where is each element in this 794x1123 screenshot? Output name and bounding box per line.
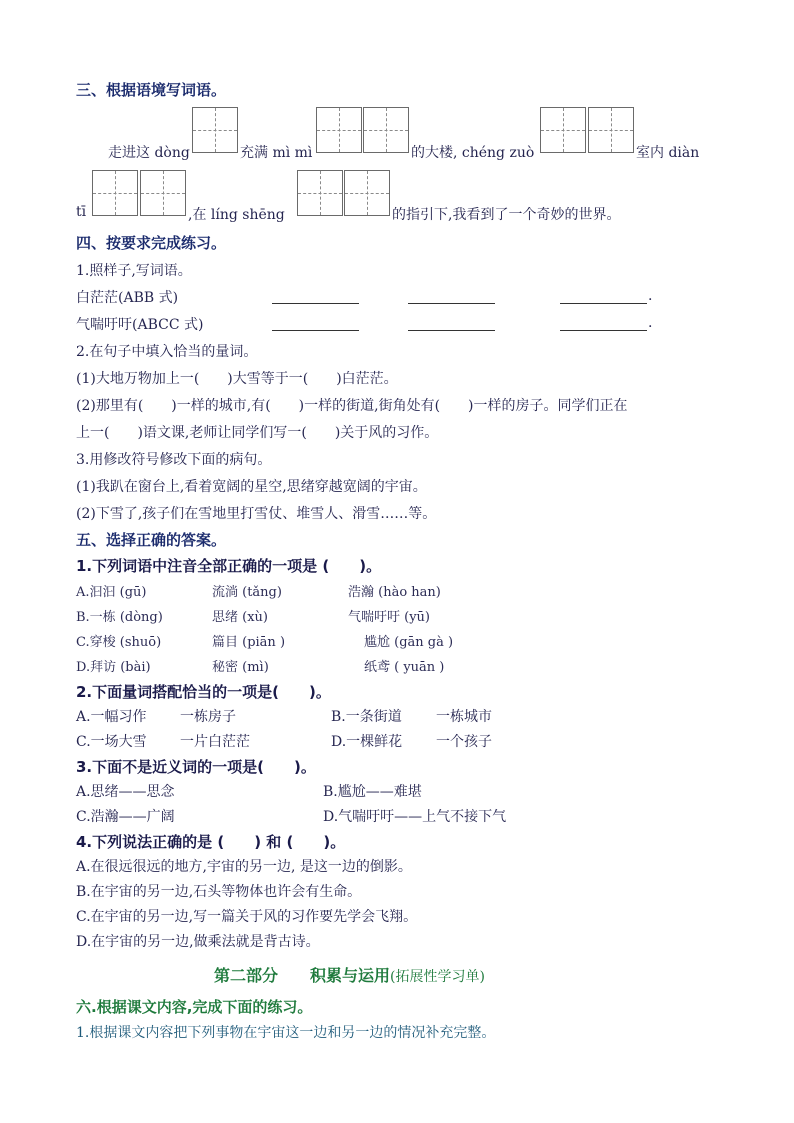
mc1-option: 秘密 (mì) xyxy=(212,660,269,675)
end-dot: . xyxy=(648,315,653,331)
s6-q1: 1.根据课文内容把下列事物在宇宙这一边和另一边的情况补充完整。 xyxy=(76,1025,496,1041)
tianzige-box[interactable] xyxy=(192,107,238,153)
mc2-stem: 2.下面量词搭配恰当的一项是( )。 xyxy=(76,683,331,701)
s4-abb-label: 白茫茫(ABB 式) xyxy=(76,290,179,306)
s4-q2b-line2: 上一( )语文课,老师让同学们写一( )关于风的习作。 xyxy=(76,425,439,441)
mc1-option[interactable]: D.拜访 (bài) xyxy=(76,660,151,675)
mc3-option-c[interactable]: C.浩瀚——广阔 xyxy=(76,809,175,825)
s3-text-1: 走进这 dòng xyxy=(108,145,190,161)
mc3-option-b[interactable]: B.尴尬——难堪 xyxy=(323,784,422,800)
mc4-option-c[interactable]: C.在宇宙的另一边,写一篇关于风的习作要先学会飞翔。 xyxy=(76,909,418,925)
section-5-heading: 五、选择正确的答案。 xyxy=(76,531,227,549)
end-dot: . xyxy=(648,288,653,304)
s4-q3: 3.用修改符号修改下面的病句。 xyxy=(76,452,272,468)
mc1-option: 思绪 (xù) xyxy=(212,610,268,625)
mc2-option-c-2: 一片白茫茫 xyxy=(180,734,250,750)
s3-text-4: 室内 diàn xyxy=(636,145,700,161)
mc1-option: 浩瀚 (hào han) xyxy=(348,585,441,600)
answer-blank[interactable] xyxy=(560,303,647,304)
mc1-option[interactable]: A.汩汩 (gū) xyxy=(76,585,147,600)
mc2-option-a[interactable]: A.一幅习作 xyxy=(76,709,147,725)
mc3-option-a[interactable]: A.思绪——思念 xyxy=(76,784,175,800)
mc2-option-b-2: 一栋城市 xyxy=(436,709,492,725)
tianzige-box[interactable] xyxy=(588,107,634,153)
s4-q2b-line1: (2)那里有( )一样的城市,有( )一样的街道,街角处有( )一样的房子。同学们正在 xyxy=(76,398,628,414)
tianzige-box[interactable] xyxy=(297,170,343,216)
mc1-option[interactable]: B.一栋 (dòng) xyxy=(76,610,163,625)
mc3-option-d[interactable]: D.气喘吁吁——上气不接下气 xyxy=(323,809,507,825)
tianzige-box[interactable] xyxy=(316,107,362,153)
mc4-stem: 4.下列说法正确的是 ( ) 和 ( )。 xyxy=(76,833,346,851)
tianzige-box[interactable] xyxy=(140,170,186,216)
part-2-title-row xyxy=(214,963,485,986)
mc4-option-b[interactable]: B.在宇宙的另一边,石头等物体也许会有生命。 xyxy=(76,884,362,900)
mc1-option: 篇目 (piān ) xyxy=(212,635,286,650)
s3-text-2: 充满 mì mì xyxy=(240,145,313,161)
s3-text-6: ,在 líng shēng xyxy=(188,207,285,223)
tianzige-box[interactable] xyxy=(363,107,409,153)
s4-q3b: (2)下雪了,孩子们在雪地里打雪仗、堆雪人、滑雪……等。 xyxy=(76,506,437,522)
s3-text-3: 的大楼, chéng zuò xyxy=(411,145,535,161)
s4-q3a: (1)我趴在窗台上,看着宽阔的星空,思绪穿越宽阔的宇宙。 xyxy=(76,479,427,495)
answer-blank[interactable] xyxy=(272,303,359,304)
s3-text-5: tī xyxy=(76,204,87,220)
section-3-heading: 三、根据语境写词语。 xyxy=(76,81,227,99)
mc1-option[interactable]: C.穿梭 (shuō) xyxy=(76,635,162,650)
mc2-option-d[interactable]: D.一棵鲜花 xyxy=(331,734,403,750)
mc1-option: 流淌 (tǎng) xyxy=(212,585,282,600)
part-2-subtitle: (拓展性学习单) xyxy=(390,969,485,985)
answer-blank[interactable] xyxy=(560,330,647,331)
section-6-heading: 六.根据课文内容,完成下面的练习。 xyxy=(76,998,313,1016)
mc4-option-a[interactable]: A.在很远很远的地方,宇宙的另一边, 是这一边的倒影。 xyxy=(76,859,412,875)
s4-q2: 2.在句子中填入恰当的量词。 xyxy=(76,344,258,360)
mc2-option-c[interactable]: C.一场大雪 xyxy=(76,734,147,750)
tianzige-box[interactable] xyxy=(540,107,586,153)
answer-blank[interactable] xyxy=(408,330,495,331)
mc2-option-a-2: 一栋房子 xyxy=(180,709,236,725)
mc2-option-b[interactable]: B.一条街道 xyxy=(331,709,402,725)
part-2-title: 第二部分 积累与运用 xyxy=(214,966,391,985)
mc4-option-d[interactable]: D.在宇宙的另一边,做乘法就是背古诗。 xyxy=(76,934,320,950)
s4-q1: 1.照样子,写词语。 xyxy=(76,263,192,279)
tianzige-box[interactable] xyxy=(92,170,138,216)
s4-q2a: (1)大地万物加上一( )大雪等于一( )白茫茫。 xyxy=(76,371,398,387)
s3-text-7: 的指引下,我看到了一个奇妙的世界。 xyxy=(392,207,621,223)
answer-blank[interactable] xyxy=(272,330,359,331)
mc1-stem: 1.下列词语中注音全部正确的一项是 ( )。 xyxy=(76,557,382,575)
mc1-option: 尴尬 (gān gà ) xyxy=(364,635,454,650)
s4-abcc-label: 气喘吁吁(ABCC 式) xyxy=(76,317,204,333)
mc1-option: 纸鸢 ( yuān ) xyxy=(364,660,445,675)
answer-blank[interactable] xyxy=(408,303,495,304)
mc3-stem: 3.下面不是近义词的一项是( )。 xyxy=(76,758,316,776)
mc2-option-d-2: 一个孩子 xyxy=(436,734,492,750)
section-4-heading: 四、按要求完成练习。 xyxy=(76,234,227,252)
mc1-option: 气喘吁吁 (yū) xyxy=(348,610,430,625)
tianzige-box[interactable] xyxy=(344,170,390,216)
